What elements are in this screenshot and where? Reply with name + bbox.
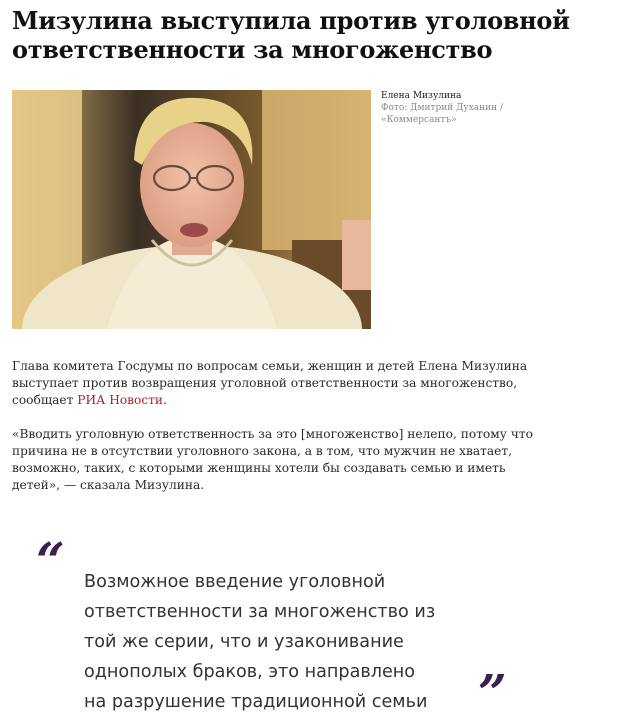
pullquote-line: на разрушение традиционной семьи <box>84 692 428 712</box>
ria-novosti-link[interactable]: РИА Новости <box>77 393 164 407</box>
pullquote-line: той же серии, что и узаконивание <box>84 632 404 652</box>
caption-credit: «Коммерсантъ» <box>381 115 457 125</box>
lead-paragraph <box>12 358 552 409</box>
lead-text: Глава комитета Госдумы по вопросам семьи, женщин и детей Елена Мизулина выступает против возвращения уголовной ответственности за многоженство, сообщает <box>12 359 528 407</box>
article-photo <box>12 90 371 329</box>
close-quote-mark-icon: ” <box>478 663 507 722</box>
article-headline: Мизулина выступила против уголовной ответственности за многоженство <box>12 6 570 64</box>
photo-illustration <box>12 90 371 329</box>
caption-name: Елена Мизулина <box>381 91 462 101</box>
quote-paragraph: «Вводить уголовную ответственность за это [многоженство] нелепо, потому что причина не в отсутствии уголовного закона, а в том, что мужчин не хватает, возможно, таких, с которыми женщины хотели бы создавать семью и иметь детей», — сказала Мизулина. <box>12 427 533 492</box>
open-quote-mark-icon: “ <box>36 531 65 590</box>
caption-credit: Фото: Дмитрий Духанин / <box>381 103 504 113</box>
pullquote-line: Возможное введение уголовной <box>84 572 386 592</box>
pullquote-line: однополых браков, это направлено <box>84 662 416 682</box>
lead-text-end: . <box>163 393 167 407</box>
pullquote-line: ответственности за многоженство из <box>84 602 436 622</box>
photo-caption <box>381 90 531 126</box>
pullquote <box>84 567 484 717</box>
